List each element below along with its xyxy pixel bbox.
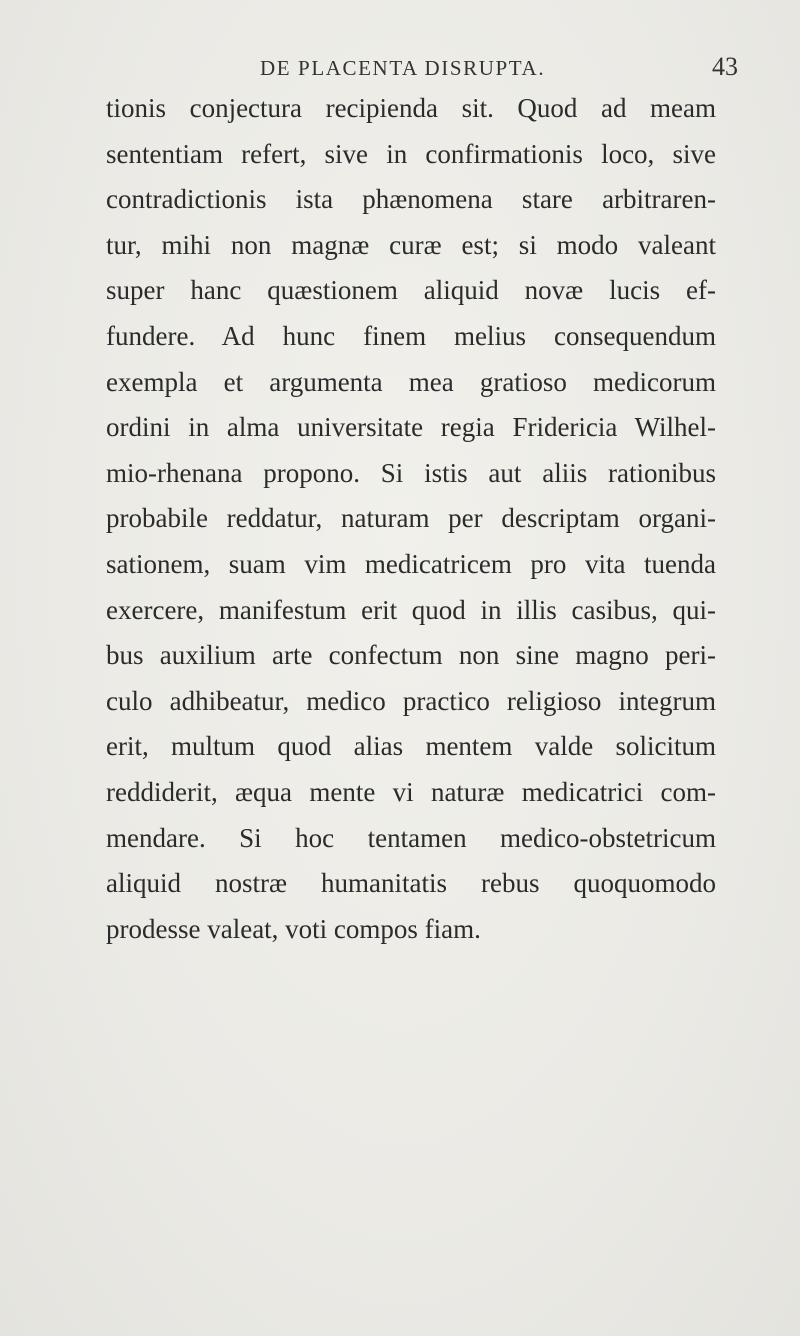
text-line: mendare. Si hoc tentamen medico-obstetricum [106,822,716,853]
running-title: DE PLACENTA DISRUPTA. [260,56,546,80]
text-line: sationem, suam vim medicatricem pro vita tuenda [106,548,716,579]
text-line: mio-rhenana propono. Si istis aut aliis rationibus [106,457,716,488]
text-line: sententiam refert, sive in confirmationis loco, sive [106,138,716,169]
text-line: fundere. Ad hunc finem melius consequendum [106,320,716,351]
page-number: 43 [712,52,738,81]
text-line: tionis conjectura recipienda sit. Quod ad meam [106,93,716,123]
text-line-last: prodesse valeat, voti compos fiam. [106,913,481,944]
text-line: tur, mihi non magnæ curæ est; si modo valeant [106,229,716,260]
text-line: reddiderit, æqua mente vi naturæ medicatrici com- [106,776,716,807]
text-line: culo adhibeatur, medico practico religioso integrum [106,685,716,716]
text-line: exempla et argumenta mea gratioso medicorum [106,366,716,397]
text-line: probabile reddatur, naturam per descriptam organi- [106,503,716,534]
text-line: exercere, manifestum erit quod in illis casibus, qui- [106,594,716,625]
text-line: erit, multum quod alias mentem valde solicitum [106,731,716,762]
running-head [0,50,800,86]
text-line: bus auxilium arte confectum non sine magno peri- [106,640,716,671]
text-line: super hanc quæstionem aliquid novæ lucis ef- [106,275,716,306]
body-paragraph [106,86,716,952]
text-line: aliquid nostræ humanitatis rebus quoquomodo [106,868,716,899]
text-line: ordini in alma universitate regia Fridericia Wilhel- [106,412,716,443]
text-line: contradictionis ista phænomena stare arbitraren- [106,184,716,215]
